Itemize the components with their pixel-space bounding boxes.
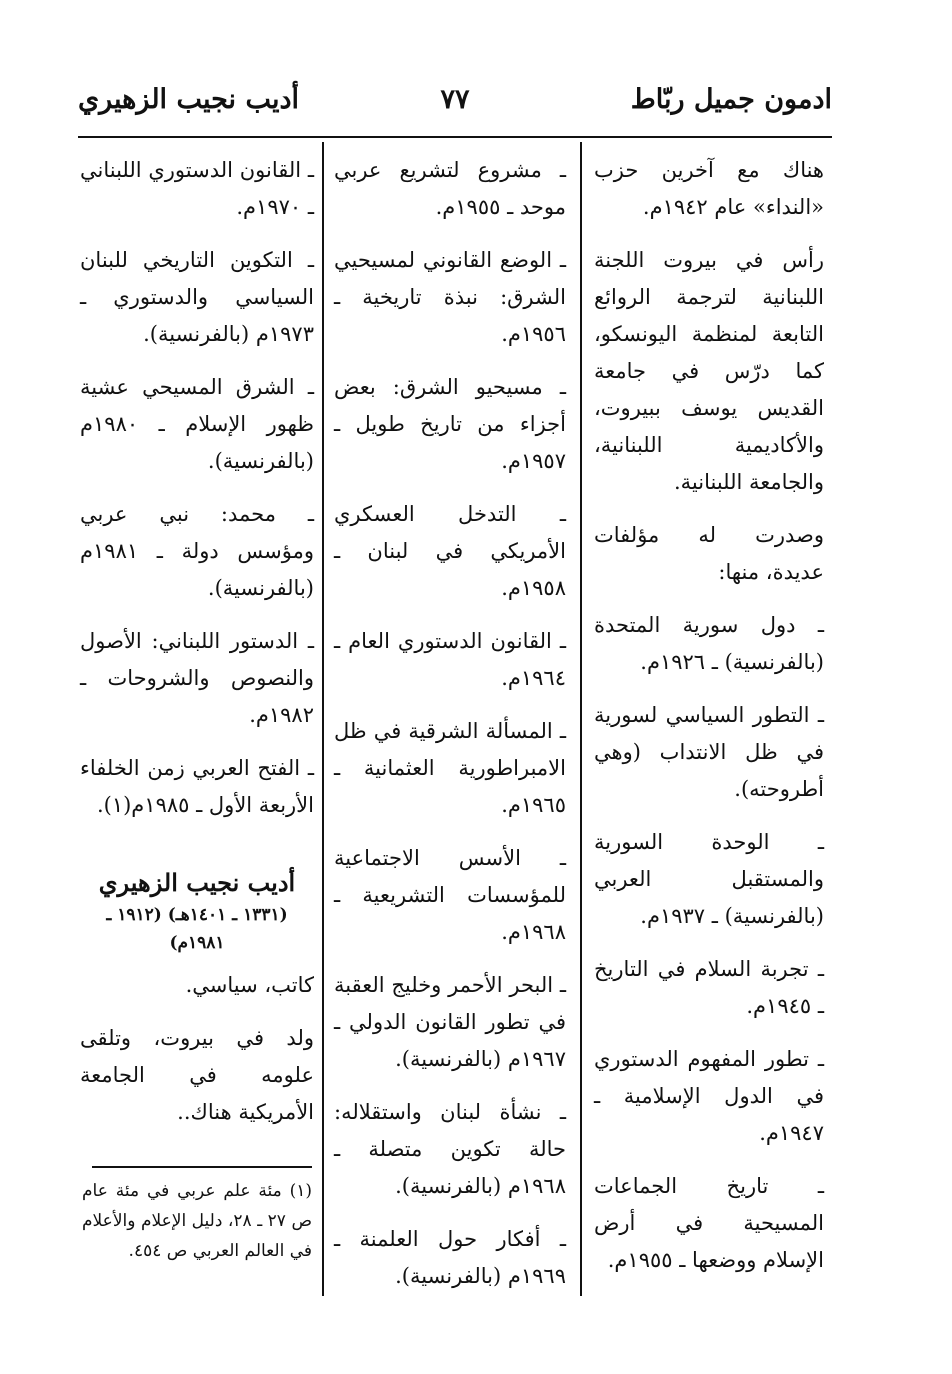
page-header — [78, 84, 832, 132]
left-column — [80, 152, 314, 1147]
bibliography-entry: ـ القانون الدستوري العام ـ ١٩٦٤م. — [334, 629, 566, 690]
running-head-right: ادمون جميل ربّاط — [630, 84, 832, 115]
bibliography-entry: ـ القانون الدستوري اللبناني ـ ١٩٧٠م. — [80, 158, 314, 219]
paragraph: رأس في بيروت اللجنة اللبنانية لترجمة الروائع التابعة لمنظمة اليونسكو، كما درّس في جامعة القديس يوسف ببيروت، والأكاديمية اللبنانية، والجامعة اللبنانية. — [594, 248, 824, 494]
middle-column — [334, 152, 566, 1311]
bibliography-entry: ـ الدستور اللبناني: الأصول والنصوص والشروحات ـ ١٩٨٢م. — [80, 629, 314, 727]
bibliography-entry: ـ دول سورية المتحدة (بالفرنسية) ـ ١٩٢٦م. — [594, 613, 824, 674]
bibliography-entry: ـ نشأة لبنان واستقلاله: حالة تكوين متصلة ـ ١٩٦٨م (بالفرنسية). — [334, 1100, 566, 1198]
bibliography-entry: ـ تاريخ الجماعات المسيحية في أرض الإسلام ووضعها ـ ١٩٥٥م. — [594, 1174, 824, 1272]
bibliography-entry: ـ تجربة السلام في التاريخ ـ ١٩٤٥م. — [594, 957, 824, 1018]
running-head-left: أديب نجيب الزهيري — [78, 84, 299, 115]
bibliography-entry: ـ مسيحيو الشرق: بعض أجزاء من تاريخ طويل ـ ١٩٥٧م. — [334, 375, 566, 473]
bibliography-entry: ـ الفتح العربي زمن الخلفاء الأربعة الأول ـ ١٩٨٥م(١). — [80, 756, 314, 817]
paragraph: وصدرت له مؤلفات عديدة، منها: — [594, 523, 824, 584]
bibliography-entry: ـ المسألة الشرقية في ظل الامبراطورية العثمانية ـ ١٩٦٥م. — [334, 719, 566, 817]
bibliography-entry: ـ الشرق المسيحي عشية ظهور الإسلام ـ ١٩٨٠م (بالفرنسية). — [80, 375, 314, 473]
bibliography-entry: ـ الوضع القانوني لمسيحيي الشرق: نبذة تاريخية ـ ١٩٥٦م. — [334, 248, 566, 346]
bibliography-entry: ـ مشروع لتشريع عربي موحد ـ ١٩٥٥م. — [334, 158, 566, 219]
bibliography-entry: ـ أفكار حول العلمنة ـ ١٩٦٩م (بالفرنسية). — [334, 1227, 566, 1288]
column-divider-right — [580, 142, 582, 1296]
footnote: (١) مئة علم عربي في مئة عام ص ٢٧ ـ ٢٨، دليل الإعلام والأعلام في العالم العربي ص ٤٥٤. — [82, 1181, 312, 1261]
bibliography-entry: ـ التكوين التاريخي للبنان السياسي والدستوري ـ ١٩٧٣م (بالفرنسية). — [80, 248, 314, 346]
biography-title: أديب نجيب الزهيري — [98, 868, 296, 897]
bibliography-entry: ـ الأسس الاجتماعية للمؤسسات التشريعية ـ ١٩٦٨م. — [334, 846, 566, 944]
bibliography-entry: ـ البحر الأحمر وخليج العقبة في تطور القانون الدولي ـ ١٩٦٧م (بالفرنسية). — [334, 973, 566, 1071]
page-number: ٧٧ — [440, 84, 470, 115]
paragraph: هناك مع آخرين حزب «النداء» عام ١٩٤٢م. — [594, 158, 824, 219]
right-column — [594, 152, 824, 1295]
bibliography-entry: ـ محمد: نبي عربي ومؤسس دولة ـ ١٩٨١م (بالفرنسية). — [80, 502, 314, 600]
paragraph: ولد في بيروت، وتلقى علومه في الجامعة الأمريكية هناك.. — [80, 1026, 314, 1124]
biography-dates: (١٣٣١ ـ ١٤٠١هـ) (١٩١٢ ـ ١٩٨١م) — [106, 905, 288, 953]
bibliography-entry: ـ الوحدة السورية والمستقبل العربي (بالفرنسية) ـ ١٩٣٧م. — [594, 830, 824, 928]
paragraph: كاتب، سياسي. — [185, 973, 314, 997]
column-divider-left — [322, 142, 324, 1296]
bibliography-entry: ـ التطور السياسي لسورية في ظل الانتداب (وهي أطروحته). — [594, 703, 824, 801]
bibliography-entry: ـ تطور المفهوم الدستوري في الدول الإسلامية ـ ١٩٤٧م. — [594, 1047, 824, 1145]
header-rule — [78, 136, 832, 138]
footnote-rule — [92, 1166, 312, 1168]
bibliography-entry: ـ التدخل العسكري الأمريكي في لبنان ـ ١٩٥٨م. — [334, 502, 566, 600]
